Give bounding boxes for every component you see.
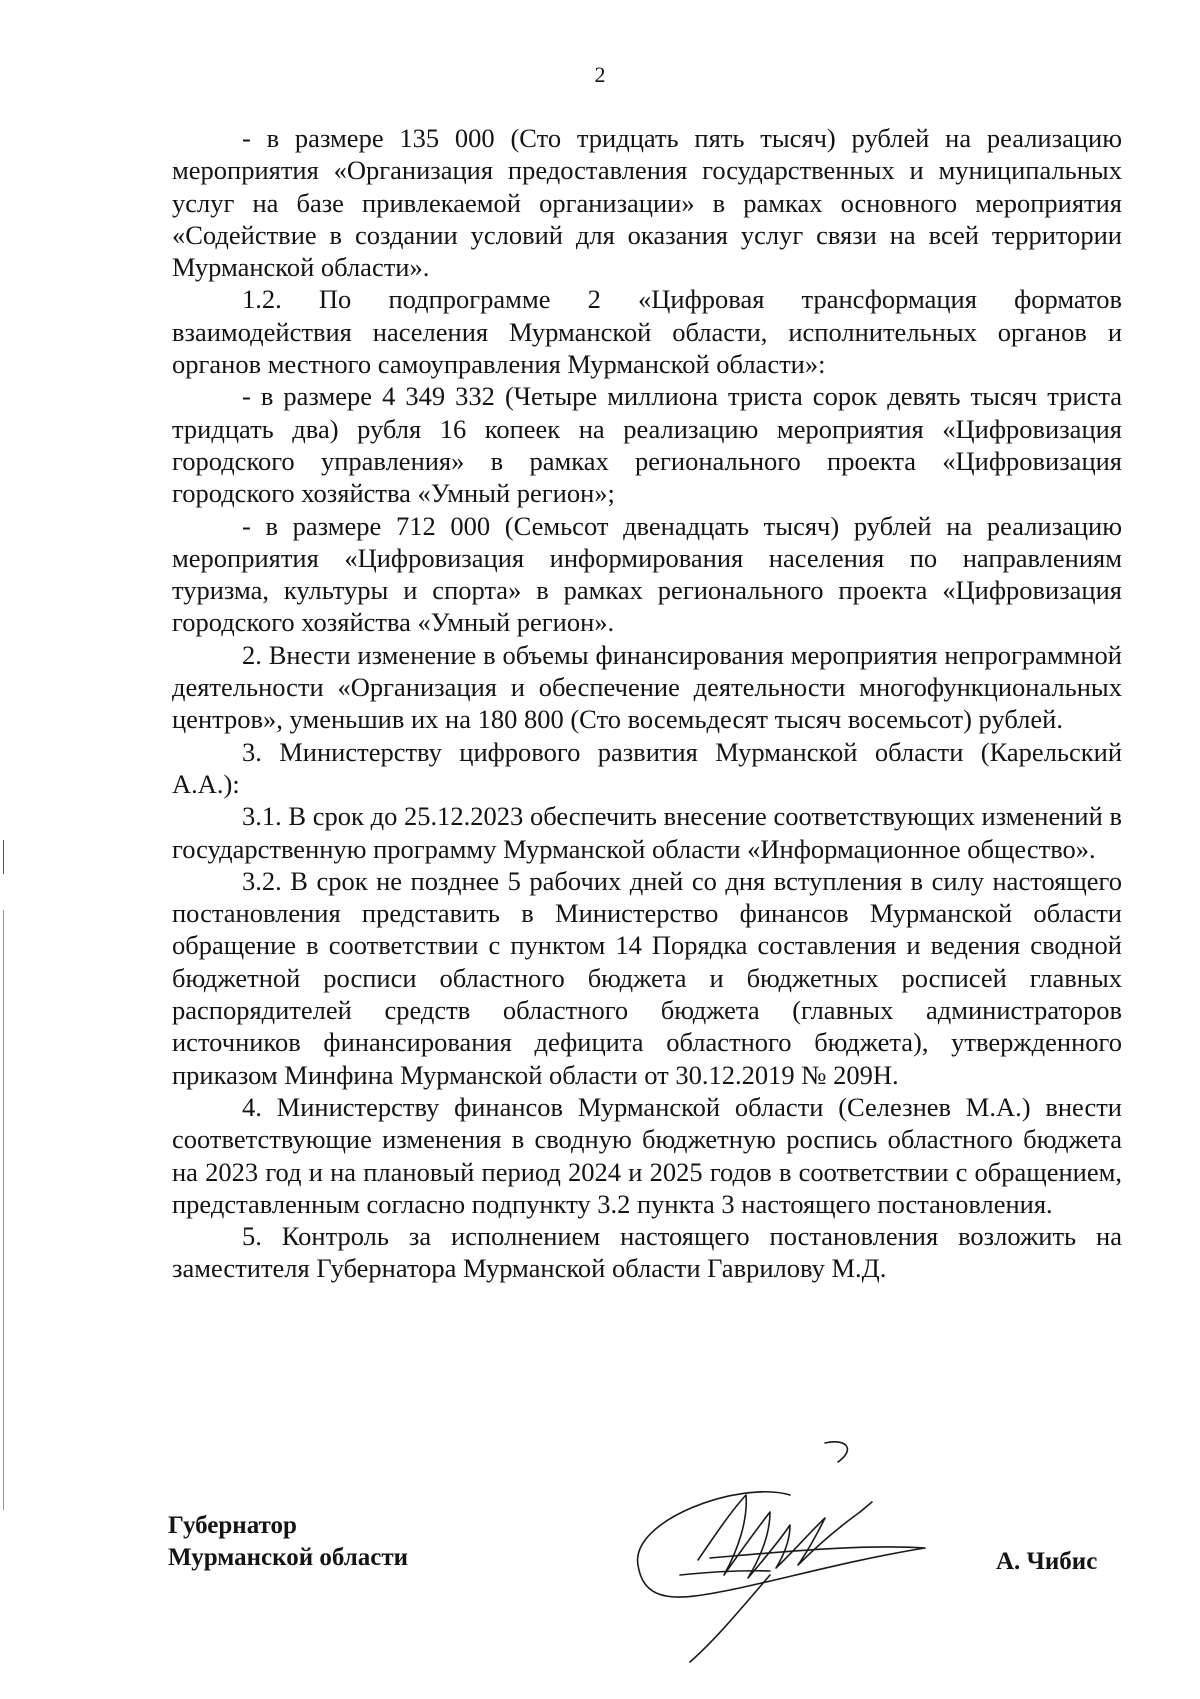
paragraph-7: 3.1. В срок до 25.12.2023 обеспечить внесение соответствующих изменений в государственную программу Мурманской области «Информационное общество».	[172, 801, 1122, 864]
paragraph-3: - в размере 4 349 332 (Четыре миллиона триста сорок девять тысяч триста тридцать два) рубля 16 копеек на реализацию мероприятия «Цифровизация городского управления» в рамках регионального проекта «Цифровизация городского хозяйства «Умный регион»;	[172, 381, 1122, 509]
document-body	[172, 122, 1122, 1285]
paragraph-8: 3.2. В срок не позднее 5 рабочих дней со дня вступления в силу настоящего постановления представить в Министерство финансов Мурманской области обращение в соответствии с пунктом 14 Порядка составления и ведения сводной бюджетной росписи областного бюджета и бюджетных росписей главных распорядителей средств областного бюджета (главных администраторов источников финансирования дефицита областного бюджета), утвержденного приказом Минфина Мурманской области от 30.12.2019 № 209Н.	[172, 865, 1122, 1090]
signatory-title-line-2: Мурманской области	[168, 1544, 409, 1571]
paragraph-5: 2. Внести изменение в объемы финансирования мероприятия непрограммной деятельности «Организация и обеспечение деятельности многофункциональных центров», уменьшив их на 180 800 (Сто восемьдесят тысяч восемьсот) рублей.	[172, 639, 1122, 735]
handwritten-signature	[620, 1440, 950, 1670]
paragraph-6: 3. Министерству цифрового развития Мурманской области (Карельский А.А.):	[172, 736, 1122, 799]
paragraph-2: 1.2. По подпрограмме 2 «Цифровая трансформация форматов взаимодействия населения Мурманской области, исполнительных органов и органов местного самоуправления Мурманской области»:	[172, 284, 1122, 380]
signatory-name: А. Чибис	[996, 1548, 1098, 1575]
signatory-title	[168, 1510, 408, 1574]
scan-edge-line	[3, 910, 4, 1510]
signatory-title-line-1: Губернатор	[168, 1512, 297, 1539]
scan-edge-mark	[3, 840, 4, 874]
page-number: 2	[594, 62, 606, 87]
paragraph-10: 5. Контроль за исполнением настоящего постановления возложить на заместителя Губернатора Мурманской области Гаврилову М.Д.	[172, 1221, 1122, 1284]
paragraph-1: - в размере 135 000 (Сто тридцать пять тысяч) рублей на реализацию мероприятия «Организация предоставления государственных и муниципальных услуг на базе привлекаемой организации» в рамках основного мероприятия «Содействие в создании условий для оказания услуг связи на всей территории Мурманской области».	[172, 123, 1122, 283]
paragraph-4: - в размере 712 000 (Семьсот двенадцать тысяч) рублей на реализацию мероприятия «Цифровизация информирования населения по направлениям туризма, культуры и спорта» в рамках регионального проекта «Цифровизация городского хозяйства «Умный регион».	[172, 510, 1122, 638]
paragraph-9: 4. Министерству финансов Мурманской области (Селезнев М.А.) внести соответствующие изменения в сводную бюджетную роспись областного бюджета на 2023 год и на плановый период 2024 и 2025 годов в соответствии с обращением, представленным согласно подпункту 3.2 пункта 3 настоящего постановления.	[172, 1091, 1122, 1219]
